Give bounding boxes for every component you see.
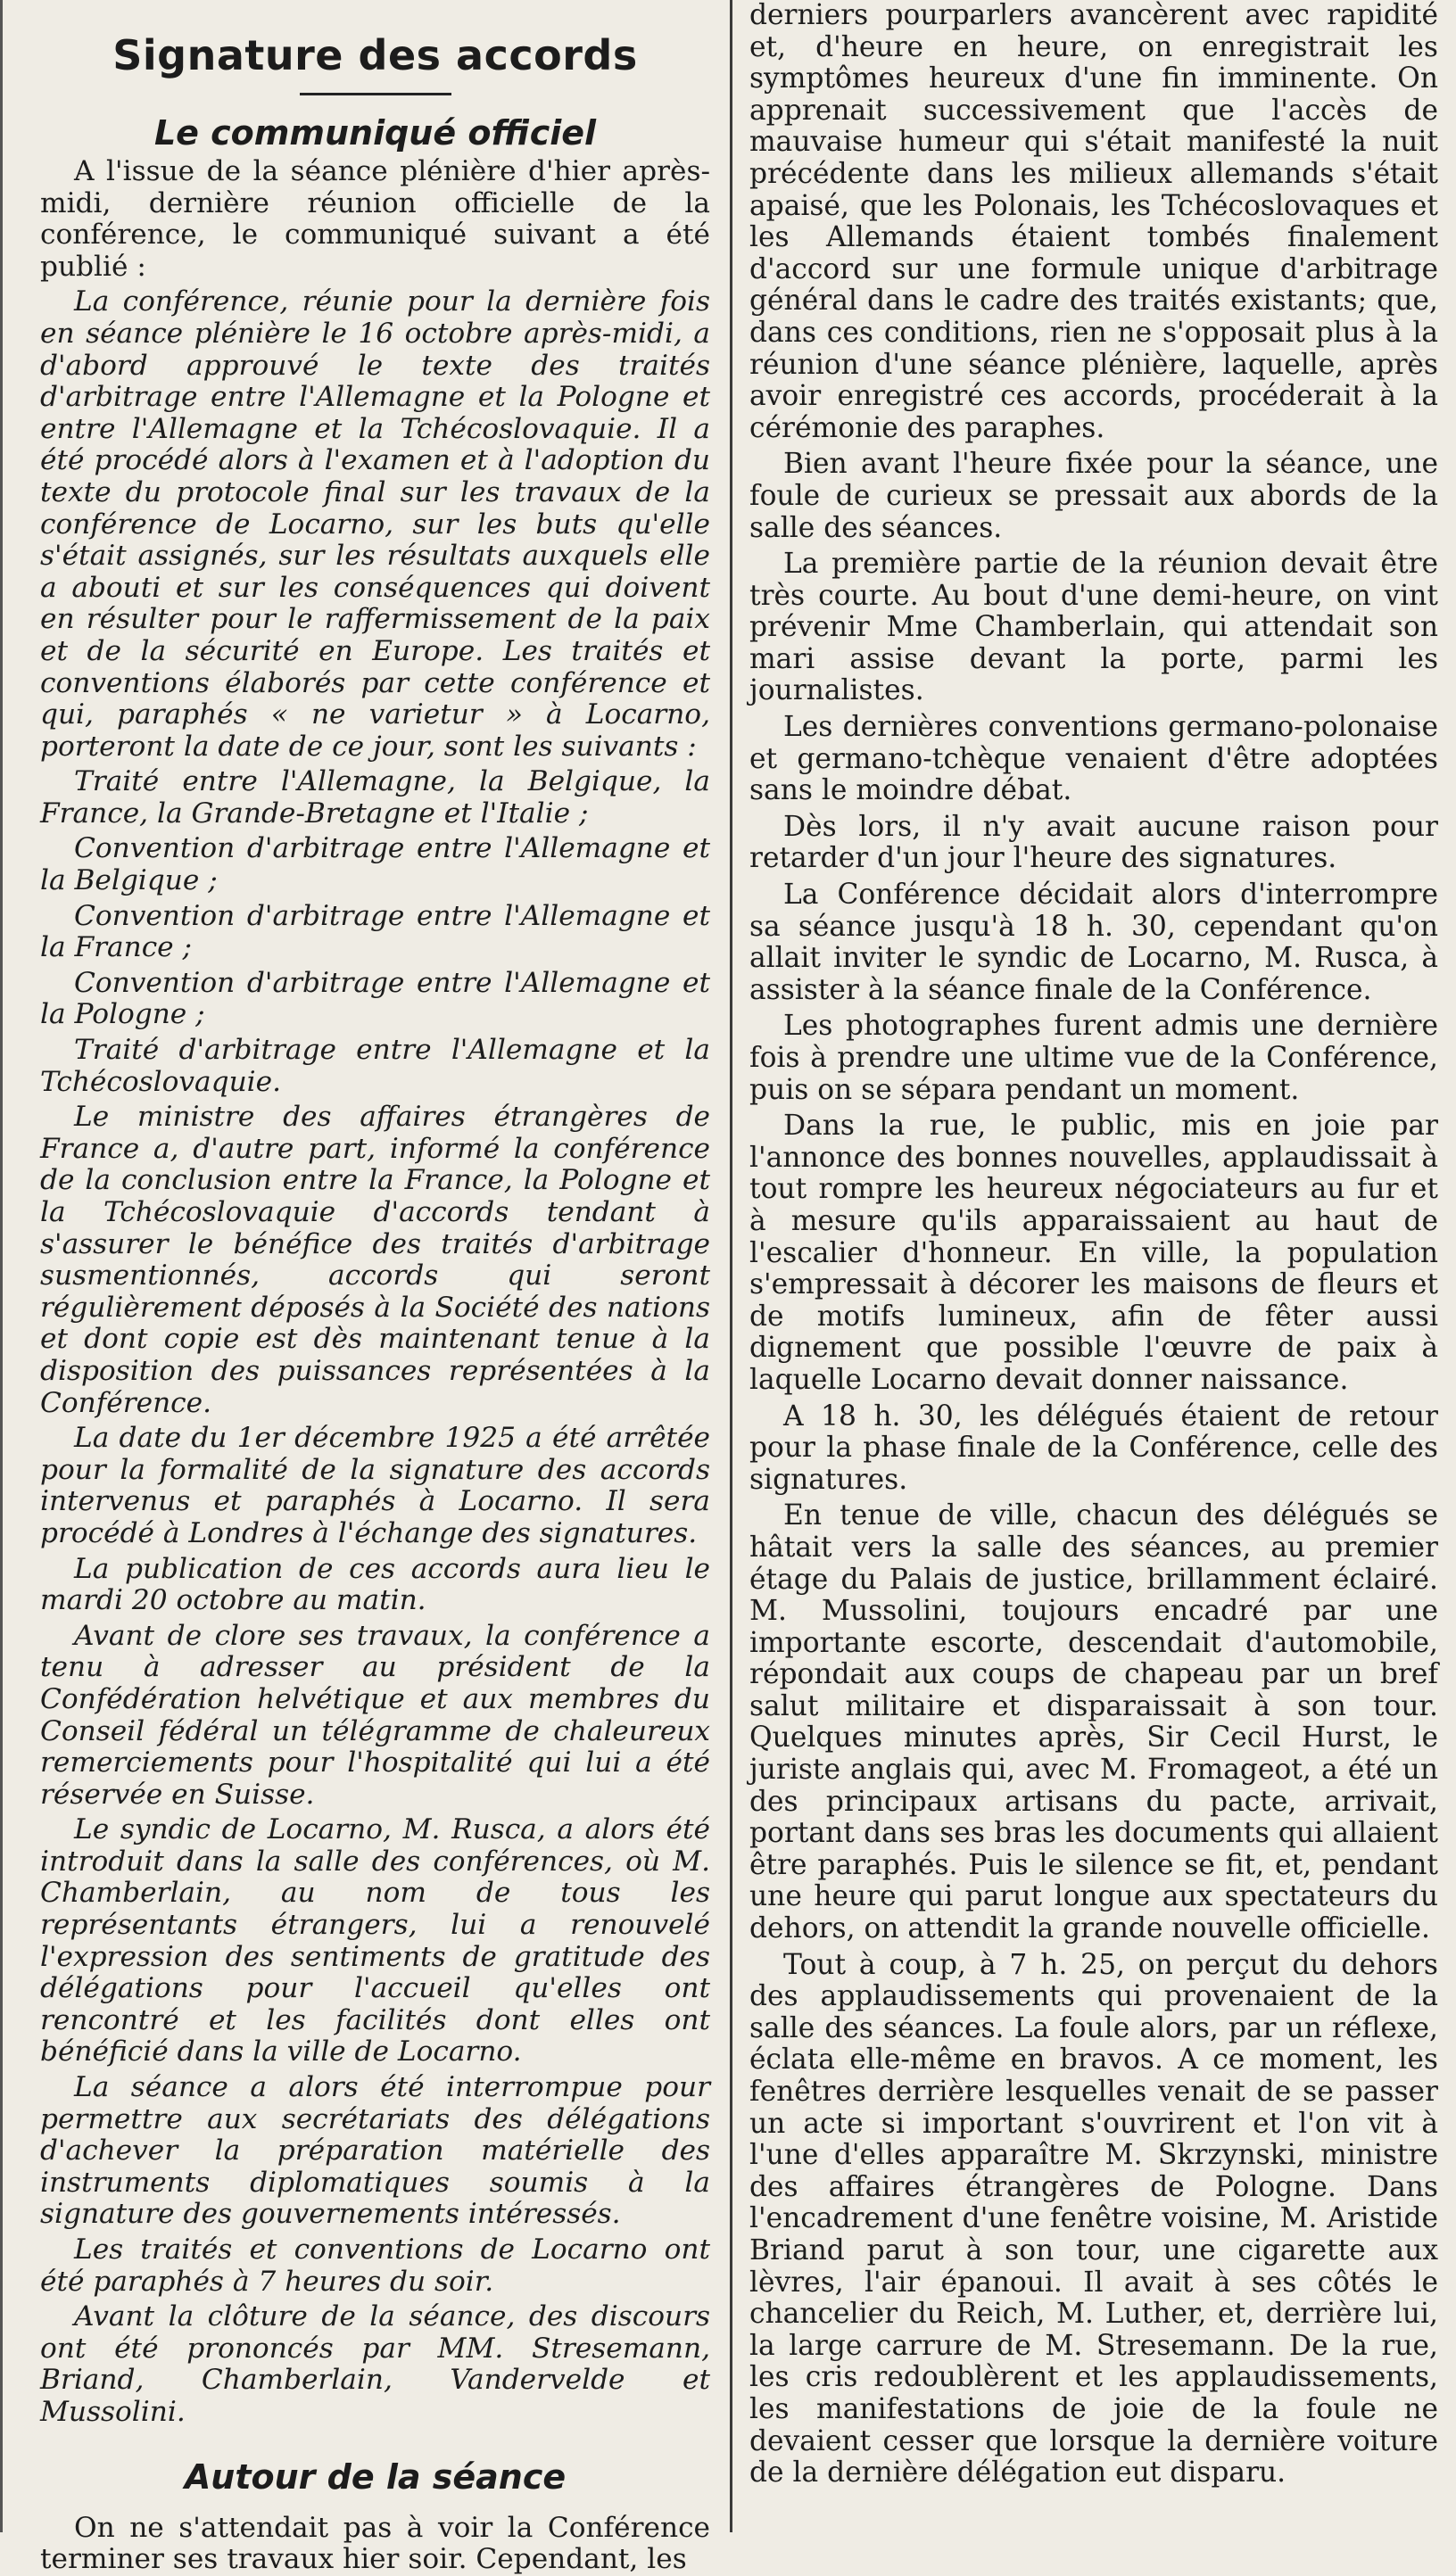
right-paragraph: La première partie de la réunion devait être très courte. Au bout d'une demi-heure, on vint prévenir Mme Chamberlain, qui attendait son mari assise devant la porte, parmi les journalistes. bbox=[749, 548, 1438, 707]
left-paragraph: Avant de clore ses travaux, la conférence a tenu à adresser au président de la Confédération helvétique et aux membres du Conseil fédéral un télégramme de chaleureux remerciements pour l'hospitalité qui lui a été réservée en Suisse. bbox=[40, 1619, 710, 1811]
left-paragraph: Les traités et conventions de Locarno ont été paraphés à 7 heures du soir. bbox=[40, 2233, 710, 2298]
right-paragraph: Tout à coup, à 7 h. 25, on perçut du dehors des applaudissements qui provenaient de la salle des séances. La foule alors, par un réflexe, éclata elle-même en bravos. A ce moment, les fenêtres derrière lesquelles venait de se passer un acte si important s'ouvrirent et l'on vit à l'une d'elles apparaître M. Skrzynski, ministre des affaires étrangères de Pologne. Dans l'encadrement d'une fenêtre voisine, M. Aristide Briand parut à son tour, une cigarette aux lèvres, l'air épanoui. Il avait à ses côtés le chancelier du Reich, M. Luther, et, derrière lui, la large carrure de M. Stresemann. De la rue, les cris redoublèrent et les applaudissements, les manifestations de joie de la foule ne devaient cesser que lorsque la dernière voiture de la dernière délégation eut disparu. bbox=[749, 1948, 1438, 2489]
right-paragraph: La Conférence décidait alors d'interrompre sa séance jusqu'à 18 h. 30, cependant qu'on allait inviter le syndic de Locarno, M. Rusca, à assister à la séance finale de la Conférence. bbox=[749, 879, 1438, 1006]
headline: Signature des accords bbox=[112, 31, 638, 79]
right-paragraph: En tenue de ville, chacun des délégués se hâtait vers la salle des séances, au premier étage du Palais de justice, brillamment éclairé. M. Mussolini, toujours encadré par une importante escorte, descendait d'automobile, répondait aux coups de chapeau par un bref salut militaire et disparaissait à son tour. Quelques minutes après, Sir Cecil Hurst, le juriste anglais qui, avec M. Fromageot, a été un des principaux artisans du pacte, arrivait, portant dans ses bras les documents qui allaient être paraphés. Puis le silence se fit, et, pendant une heure qui parut longue aux spectateurs du dehors, on attendit la grande nouvelle officielle. bbox=[749, 1499, 1438, 1945]
right-paragraph: A 18 h. 30, les délégués étaient de retour pour la phase finale de la Conférence, celle des signatures. bbox=[749, 1399, 1438, 1496]
left-paragraph: Traité d'arbitrage entre l'Allemagne et la Tchécoslovaquie. bbox=[40, 1034, 710, 1098]
right-paragraph: Dès lors, il n'y avait aucune raison pour retarder d'un jour l'heure des signatures. bbox=[749, 810, 1438, 875]
left-paragraph: Avant la clôture de la séance, des discours ont été prononcés par MM. Stresemann, Briand, Chamberlain, Vandervelde et Mussolini. bbox=[40, 2300, 710, 2428]
right-paragraph: Les dernières conventions germano-polonaise et germano-tchèque venaient d'être adoptées sans le moindre débat. bbox=[749, 711, 1438, 807]
left-paragraph: La date du 1er décembre 1925 a été arrêtée pour la formalité de la signature des accords intervenus et paraphés à Locarno. Il sera procédé à Londres à l'échange des signatures. bbox=[40, 1422, 710, 1549]
column-rule bbox=[730, 0, 732, 2532]
left-paragraph: A l'issue de la séance plénière d'hier après-midi, dernière réunion officielle de la conférence, le communiqué suivant a été publié : bbox=[40, 155, 710, 283]
left-last-paragraph: On ne s'attendait pas à voir la Conférence terminer ses travaux hier soir. Cependant, les bbox=[40, 2511, 710, 2576]
left-paragraph: Le ministre des affaires étrangères de France a, d'autre part, informé la conférence de la conclusion entre la France, la Pologne et la Tchécoslovaquie d'accords tendant à s'assurer le bénéfice des traités d'arbitrage susmentionnés, accords qui seront régulièrement déposés à la Société des nations et dont copie est dès maintenant tenue à la disposition des puissances représentées à la Conférence. bbox=[40, 1101, 710, 1419]
left-paragraph: Convention d'arbitrage entre l'Allemagne et la Pologne ; bbox=[40, 966, 710, 1031]
left-paragraph: Le syndic de Locarno, M. Rusca, a alors été introduit dans la salle des conférences, où M. Chamberlain, au nom de tous les représentants étrangers, lui a renouvelé l'expression des sentiments de gratitude des délégations pour l'accueil qu'elles ont rencontré et les facilités dont elles ont bénéficié dans la ville de Locarno. bbox=[40, 1813, 710, 2068]
right-paragraph: Les photographes furent admis une dernière fois à prendre une ultime vue de la Conférence, puis on se sépara pendant un moment. bbox=[749, 1010, 1438, 1106]
subhead-autour: Autour de la séance bbox=[184, 2456, 567, 2497]
left-paragraph: La séance a alors été interrompue pour permettre aux secrétariats des délégations d'achever la préparation matérielle des instruments diplomatiques soumis à la signature des gouvernements intéressés. bbox=[40, 2071, 710, 2231]
left-paragraph: La conférence, réunie pour la dernière fois en séance plénière le 16 octobre après-midi, a d'abord approuvé le texte des traités d'arbitrage entre l'Allemagne et la Pologne et entre l'Allemagne et la Tchécoslovaquie. Il a été procédé alors à l'examen et à l'adoption du texte du protocole final sur les travaux de la conférence de Locarno, sur les buts qu'elle s'était assignés, sur les résultats auxquels elle a abouti et sur les conséquences qui doivent en résulter pour le raffermissement de la paix et de la sécurité en Europe. Les traités et conventions élaborés par cette conférence et qui, paraphés « ne varietur » à Locarno, porteront la date de ce jour, sont les suivants : bbox=[40, 285, 710, 763]
right-paragraph: Bien avant l'heure fixée pour la séance, une foule de curieux se pressait aux abords de la salle des séances. bbox=[749, 448, 1438, 544]
left-paragraph: Convention d'arbitrage entre l'Allemagne et la France ; bbox=[40, 899, 710, 964]
right-paragraph: Dans la rue, le public, mis en joie par l'annonce des bonnes nouvelles, applaudissait à tout rompre les heureux négociateurs au fur et à mesure qu'ils apparaissaient au haut de l'escalier d'honneur. En ville, la population s'empressait à décorer les maisons de fleurs et de motifs lumineux, afin de fêter aussi dignement que possible l'œuvre de paix à laquelle Locarno devait donner naissance. bbox=[749, 1110, 1438, 1396]
left-paragraph: Traité entre l'Allemagne, la Belgique, la France, la Grande-Bretagne et l'Italie ; bbox=[40, 765, 710, 830]
left-paragraph: La publication de ces accords aura lieu le mardi 20 octobre au matin. bbox=[40, 1552, 710, 1617]
right-paragraph: derniers pourparlers avancèrent avec rapidité et, d'heure en heure, on enregistrait les symptômes heureux d'une fin imminente. On apprenait successivement que l'accès de mauvaise humeur qui s'était manifesté la nuit précédente dans les milieux allemands s'était apaisé, que les Polonais, les Tchécoslovaques et les Allemands étaient tombés finalement d'accord sur une formule unique d'arbitrage général dans le cadre des traités existants; que, dans ces conditions, rien ne s'opposait plus à la réunion d'une séance plénière, laquelle, après avoir enregistré ces accords, procéderait à la cérémonie des paraphes. bbox=[749, 0, 1438, 444]
right-column bbox=[733, 0, 1456, 2532]
title-rule bbox=[300, 93, 451, 95]
left-paragraph: Convention d'arbitrage entre l'Allemagne et la Belgique ; bbox=[40, 832, 710, 897]
subhead-communique: Le communiqué officiel bbox=[153, 113, 597, 153]
